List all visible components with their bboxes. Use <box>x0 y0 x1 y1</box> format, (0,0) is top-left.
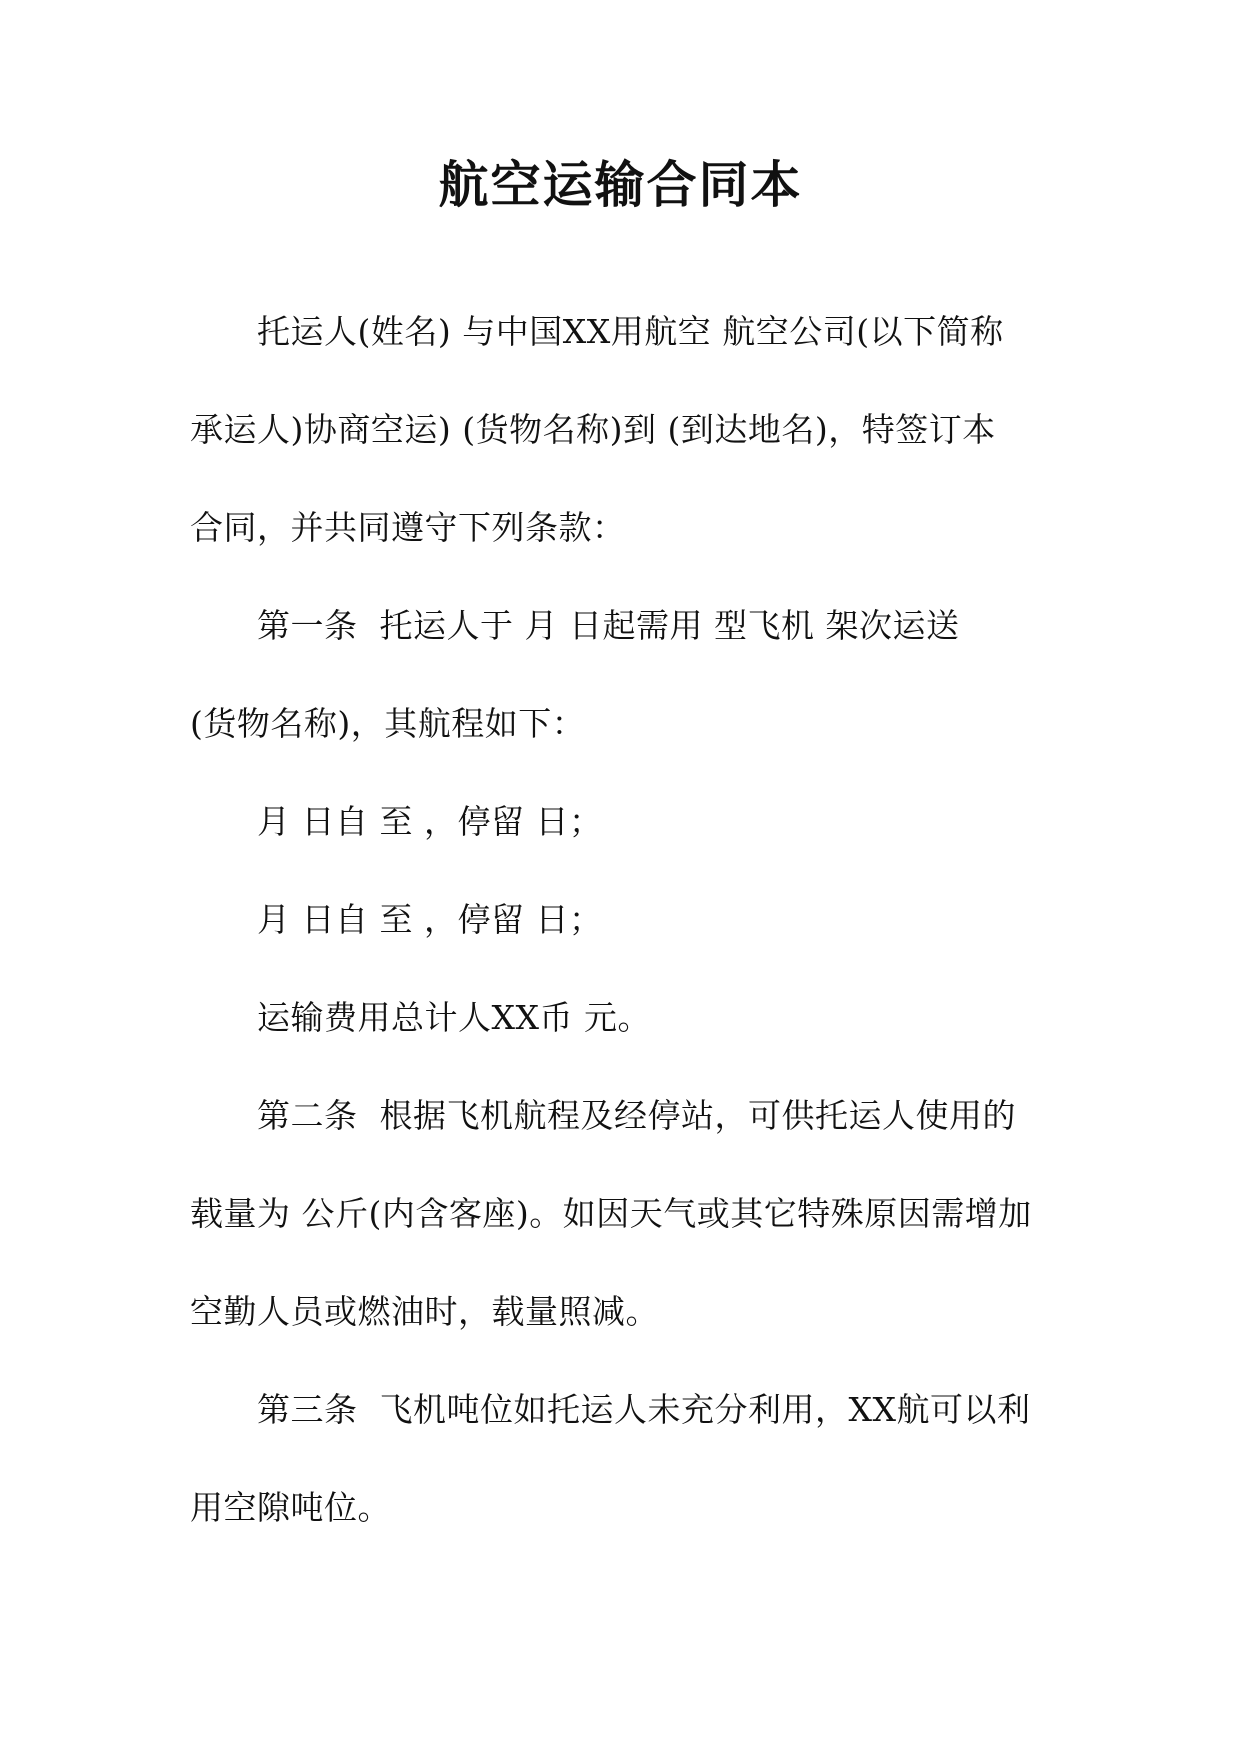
article-2-line-3: 空勤人员或燃油时，载量照减。 <box>190 1292 659 1331</box>
article-1-line-1: 第一条 托运人于 月 日起需用 型飞机 架次运送 <box>257 606 960 645</box>
itinerary-line-2: 月 日自 至 ，停留 日； <box>257 900 603 939</box>
article-3-line-1: 第三条 飞机吨位如托运人未充分利用，XX航可以利 <box>257 1390 1031 1429</box>
paragraph-1-line-3: 合同，并共同遵守下列条款： <box>190 508 626 547</box>
article-3-line-2: 用空隙吨位。 <box>190 1488 391 1527</box>
itinerary-line-1: 月 日自 至 ，停留 日； <box>257 802 603 841</box>
document-title: 航空运输合同本 <box>438 155 803 214</box>
article-2-line-1: 第二条 根据飞机航程及经停站，可供托运人使用的 <box>257 1096 1016 1135</box>
article-1-line-2: (货物名称)，其航程如下： <box>190 704 586 743</box>
article-2-line-2: 载量为 公斤(内含客座)。如因天气或其它特殊原因需增加 <box>190 1194 1032 1233</box>
freight-total-line: 运输费用总计人XX币 元。 <box>257 998 651 1037</box>
paragraph-1-line-2: 承运人)协商空运) (货物名称)到 (到达地名)，特签订本 <box>190 410 996 449</box>
paragraph-1-line-1: 托运人(姓名) 与中国XX用航空 航空公司(以下简称 <box>257 312 1004 351</box>
